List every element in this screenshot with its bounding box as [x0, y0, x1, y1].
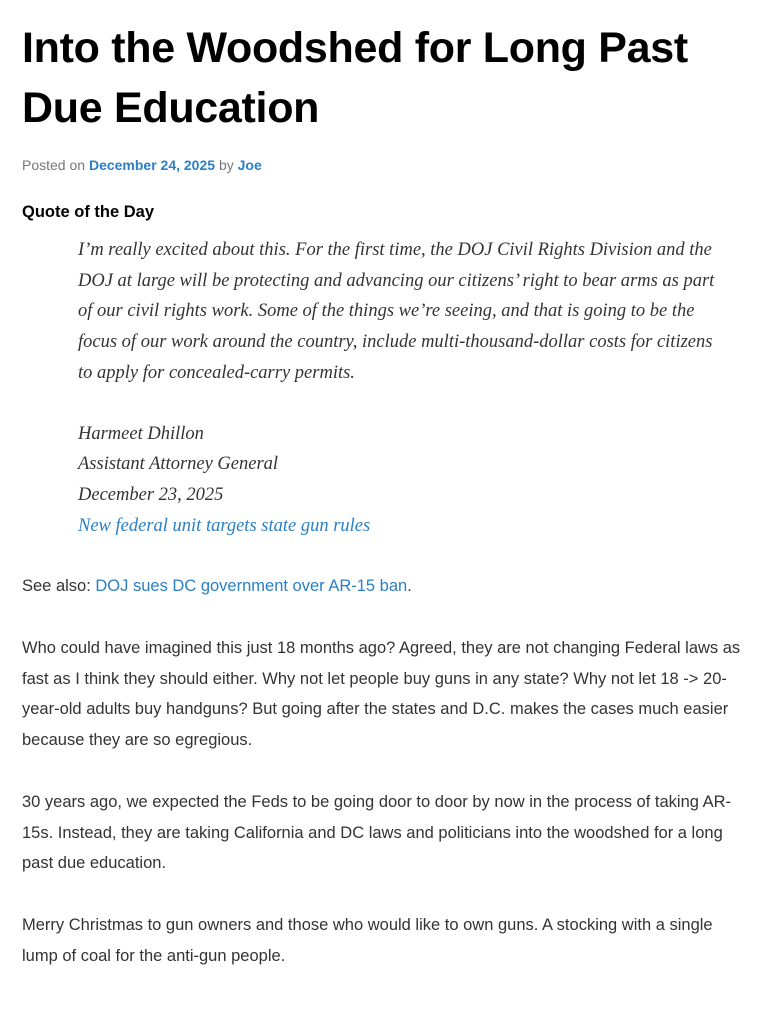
quote-date: December 23, 2025: [78, 484, 224, 505]
body-paragraph: Who could have imagined this just 18 months ago? Agreed, they are not changing Federal laws as fast as I think they should either. Why not let people buy guns in any state? Why not let 18 -> 20-year-old adults buy handguns? But going after the states and D.C. makes the cases much easier because they are so egregious.: [22, 639, 741, 750]
by-label: by: [218, 157, 234, 173]
quote-source-link[interactable]: New federal unit targets state gun rules: [78, 515, 371, 536]
body-paragraph: 30 years ago, we expected the Feds to be going door to door by now in the process of taking AR-15s. Instead, they are taking California and DC laws and politicians into the woodshed for a long past due education.: [22, 792, 732, 873]
see-also-link[interactable]: DOJ sues DC government over AR-15 ban: [95, 577, 408, 596]
section-heading: Quote of the Day: [22, 203, 155, 221]
author-link[interactable]: Joe: [237, 157, 262, 173]
post-date-link[interactable]: December 24, 2025: [88, 157, 216, 173]
body-paragraph: Merry Christmas to gun owners and those who would like to own guns. A stocking with a single lump of coal for the anti-gun people.: [22, 915, 713, 965]
quote-attribution: [78, 419, 718, 542]
see-also-prefix: See also:: [22, 577, 96, 596]
quote-author-name: Harmeet Dhillon: [78, 423, 204, 444]
quote-text: I’m really excited about this. For the first time, the DOJ Civil Rights Division and the DOJ at large will be protecting and advancing our citizens’ right to bear arms as part of our civil rights work. Some of the things we’re seeing, and that is going to be the focus of our work around the country, include multi-thousand-dollar costs for citizens to apply for concealed-carry permits.: [78, 240, 715, 383]
post-meta: [22, 155, 746, 175]
post-title: Into the Woodshed for Long Past Due Education: [22, 24, 688, 132]
see-also-line: [22, 571, 746, 602]
see-also-suffix: .: [407, 577, 412, 596]
posted-on-label: Posted on: [22, 157, 86, 173]
quote-block: [78, 235, 718, 541]
quote-author-role: Assistant Attorney General: [78, 454, 279, 475]
